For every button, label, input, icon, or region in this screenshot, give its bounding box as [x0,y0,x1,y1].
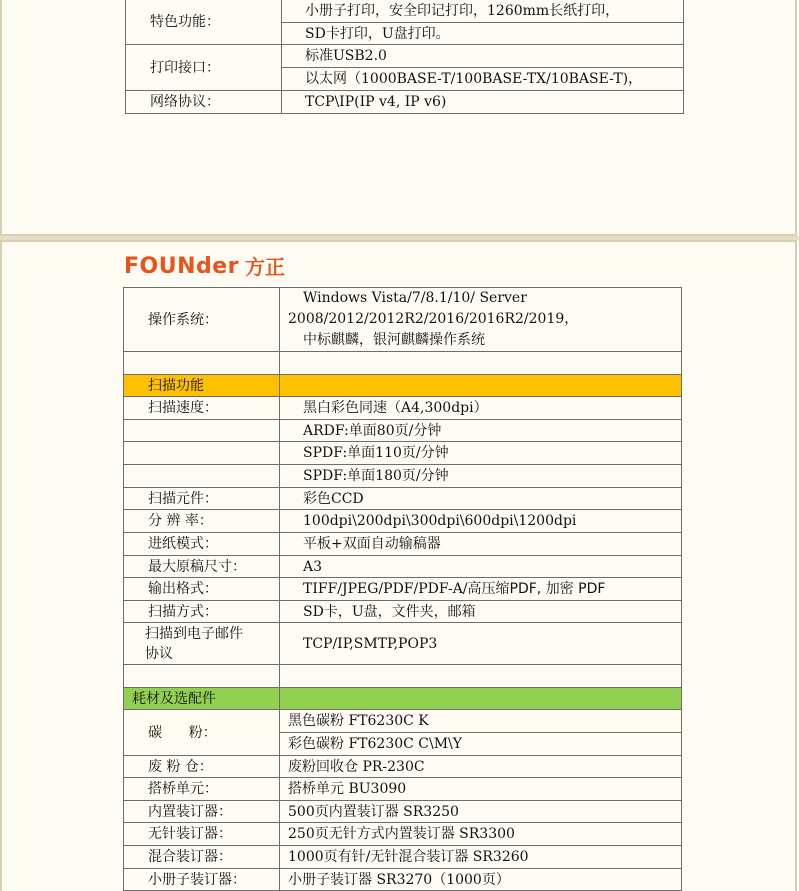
row-value: 500页内置装订器 SR3250 [280,801,682,823]
row-label: 扫描元件： [124,488,280,510]
table-row [124,869,682,891]
row-value: 小册子装订器 SR3270（1000页） [280,869,682,891]
row-value: 以太网（1000BASE-T/100BASE-TX/10BASE-T)， [282,68,684,91]
output-format-part: PDF, [509,581,546,597]
row-label: 内置装订器： [124,801,280,823]
row-value: 1000页有针/无针混合装订器 SR3260 [280,846,682,869]
logo-text-cn: 方正 [245,255,286,279]
row-value: 黑色碳粉 FT6230C K [280,710,682,733]
page-top [0,0,797,236]
row-value: 搭桥单元 BU3090 [280,778,682,801]
section-title: 扫描功能 [124,375,280,397]
row-value: 彩色碳粉 FT6230C C\M\Y [280,733,682,756]
table-row [126,91,684,114]
label-line: 协议 [145,645,173,662]
table-row [124,556,682,578]
row-label: 打印接口： [126,45,282,91]
row-label: 网络协议： [126,91,282,114]
table-row [124,420,682,442]
label-line: 扫描到电子邮件 [145,625,243,642]
table-row [124,442,682,465]
section-row [124,375,682,397]
spec-table-bottom [123,287,682,891]
table-row [124,623,682,665]
table-row [124,756,682,778]
row-value: ARDF:单面80页/分钟 [280,420,682,442]
row-label: 输出格式： [124,578,280,601]
os-line: Windows Vista/7/8.1/10/ Server [303,290,527,306]
spec-table-top [125,0,684,114]
row-value: 250页无针方式内置装订器 SR3300 [280,823,682,846]
os-line: 2008/2012/2012R2/2016/2016R2/2019， [288,311,579,327]
row-label: 特色功能： [126,0,282,45]
row-label: 操作系统： [124,288,280,352]
row-label: 废 粉 仓： [124,756,280,778]
row-value: SD卡，U盘，文件夹，邮箱 [280,601,682,623]
table-row [126,0,684,23]
row-value: 彩色CCD [280,488,682,510]
row-label: 进纸模式： [124,533,280,556]
table-row [124,288,682,352]
row-value: 100dpi\200dpi\300dpi\600dpi\1200dpi [280,510,682,533]
row-label: 混合装订器： [124,846,280,869]
row-label: 碳 粉： [124,710,280,756]
row-value: 黑白彩色同速（A4,300dpi） [280,397,682,420]
output-format-part: 加密 [545,581,574,597]
table-row [126,45,684,68]
table-row [124,801,682,823]
row-label: 扫描速度： [124,397,280,420]
os-value [280,288,682,352]
table-row [124,510,682,533]
section-row [124,688,682,710]
output-format-part: PDF [573,581,606,597]
row-label: 无针装订器： [124,823,280,846]
row-label: 搭桥单元： [124,778,280,801]
row-value: 小册子打印，安全印记打印，1260mm长纸打印， [282,0,684,23]
table-row [124,710,682,733]
section-title: 耗材及选配件 [124,688,280,710]
row-value: TCP/IP,SMTP,POP3 [280,623,682,665]
row-label: 分 辨 率： [124,510,280,533]
table-row [124,778,682,801]
table-row [124,823,682,846]
table-row [124,488,682,510]
table-row [124,578,682,601]
table-row [124,601,682,623]
founder-logo [124,252,285,280]
os-line: 中标麒麟，银河麒麟操作系统 [303,332,485,348]
logo-text-en: FOUNder [124,254,240,279]
row-label [124,623,280,665]
row-value: SPDF:单面180页/分钟 [280,465,682,488]
row-value: TCP\IP(IP v4, IP v6) [282,91,684,114]
output-format-value [280,578,682,601]
row-label: 最大原稿尺寸： [124,556,280,578]
row-value: SPDF:单面110页/分钟 [280,442,682,465]
row-value: A3 [280,556,682,578]
table-row [124,846,682,869]
row-value: 废粉回收仓 PR-230C [280,756,682,778]
table-row [124,397,682,420]
row-value: SD卡打印，U盘打印。 [282,23,684,45]
row-value: 平板+双面自动输稿器 [280,533,682,556]
table-row [124,533,682,556]
table-row [124,465,682,488]
table-row-empty [124,352,682,375]
row-label: 小册子装订器： [124,869,280,891]
table-row-empty [124,665,682,688]
output-format-part: TIFF/JPEG/PDF/PDF-A/高压缩 [303,581,510,597]
row-value: 标准USB2.0 [282,45,684,68]
row-label: 扫描方式： [124,601,280,623]
